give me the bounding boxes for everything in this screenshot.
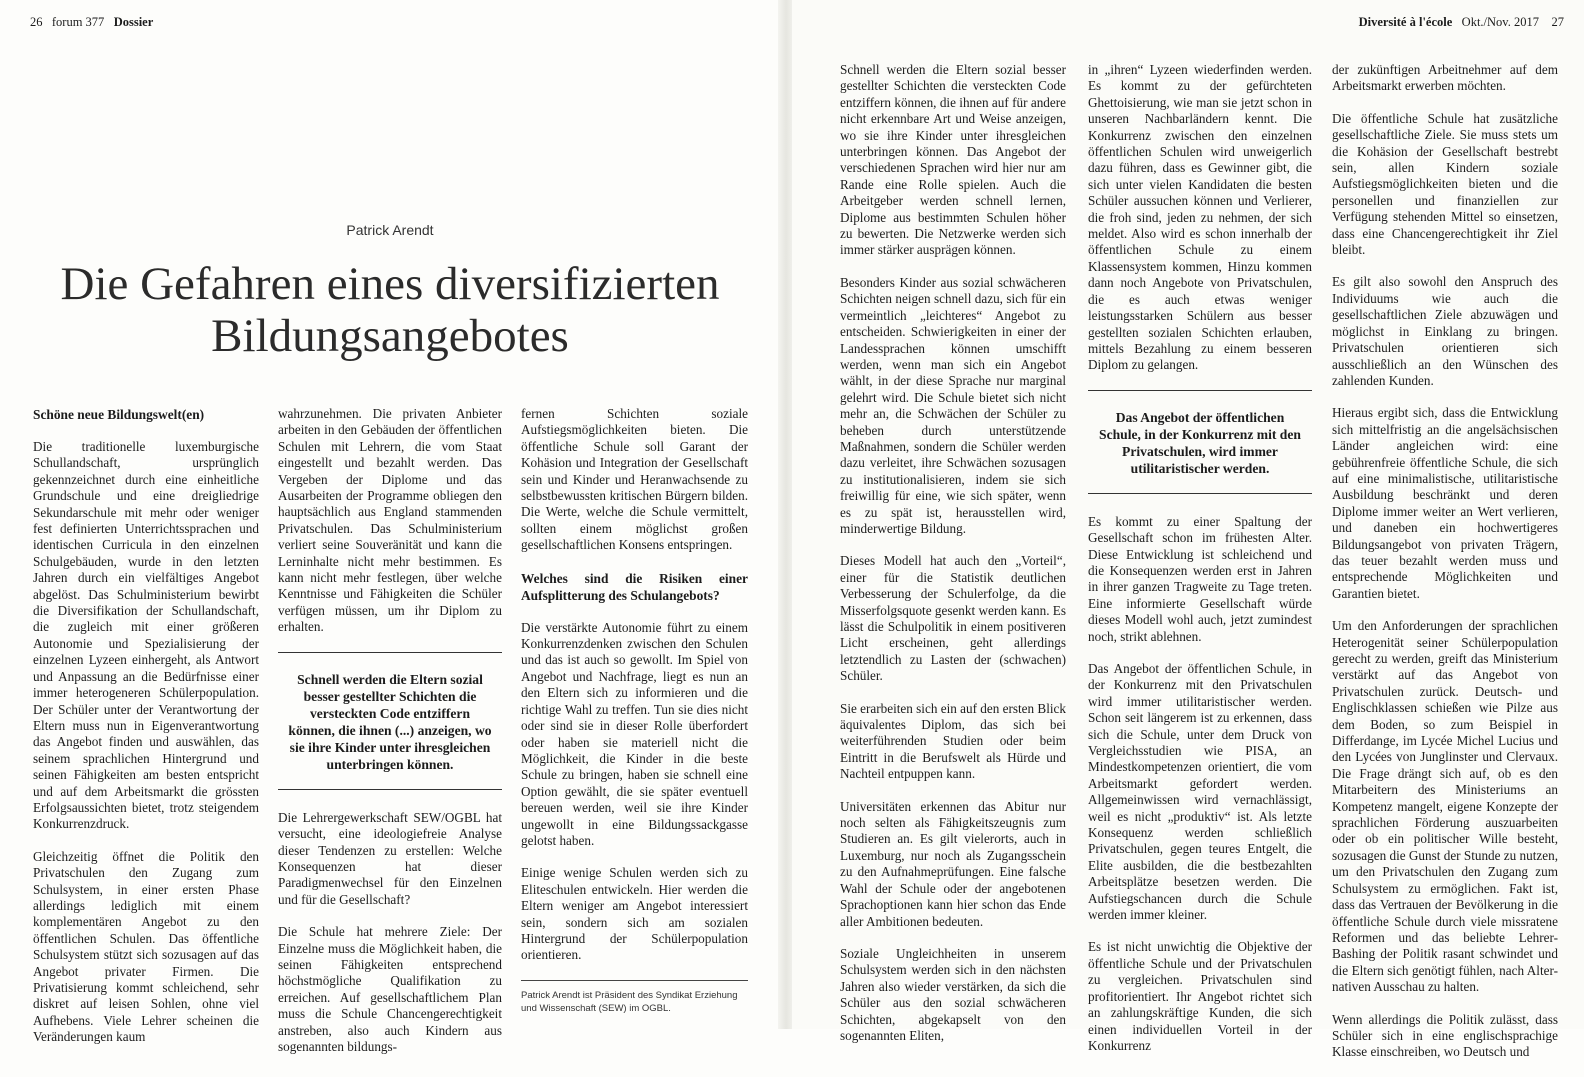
column-4 <box>840 62 1066 1060</box>
column-3 <box>521 406 748 1015</box>
issue-date: Okt./Nov. 2017 <box>1461 15 1539 29</box>
paragraph: wahrzunehmen. Die privaten Anbieter arbeiten in den Gebäuden der öffentlichen Schulen mit Lehrern, die vom Staat eingestellt und bezahlt werden. Das Vergeben der Diplome und das Ausarbeiten der Programme obliegen den hauptsächlich aus England stammenden Privatschulen. Das Schulministerium verliert seine Souveränität und kann die Lerninhalte nicht mehr bestimmen. Es kann nicht mehr festlegen, über welche Kenntnisse und Fähigkeiten die Schüler verfügen müssen, um ihr Diplom zu erhalten. <box>278 406 502 635</box>
paragraph: Um den Anforderungen der sprachlichen Heterogenität seiner Schülerpopulation gerecht zu werden, greift das Ministerium verstärkt auf das Angebot von Privatschulen zurück. Deutsch- und Englischklassen schießen wie Pilze aus dem Boden, so zum Beispiel in Differdange, im Lycée Michel Lucius und den Lycées von Junglinster und Clervaux. Die Frage drängt sich auf, ob es den Mitarbeitern des Ministeriums an Kompetenz mangelt, eigene Konzepte der sprachlichen Förderung auszuarbeiten oder ob ein politischer Wille besteht, sozusagen die Gunst der Stunde zu nutzen, um den Privatschulen den Zugang zum Schulsystem zu ermöglichen. Fakt ist, dass das Vertrauen der Bevölkerung in die öffentliche Schule durch viele missratene Reformen und das beliebte Lehrer-Bashing der Politik rasant schwindet und die Eltern sich genötigt fühlen, nach Alter-nativen Ausschau zu halten. <box>1332 618 1558 995</box>
paragraph: Universitäten erkennen das Abitur nur noch selten als Fähigkeitszeugnis zum Studieren an. Es gilt vielerorts, auch in Luxemburg, nur noch als Zugangsschein zu den Aufnahmeprüfungen. Eine falsche Wahl der Schule oder der angebotenen Sprachoptionen kann hier schon das Ende aller Ambitionen bedeuten. <box>840 798 1066 929</box>
column-2 <box>278 406 502 1071</box>
pull-quote: Das Angebot der öffentlichen Schule, in der Konkurrenz mit den Privatschulen, wird immer utilitaristischer werden. <box>1088 390 1312 494</box>
paragraph: Wenn allerdings die Politik zulässt, dass Schüler sich in eine englischsprachige Klasse einschreiben, wo Deutsch und <box>1332 1011 1558 1060</box>
column-1 <box>33 406 259 1062</box>
paragraph: fernen Schichten soziale Aufstiegsmöglichkeiten bieten. Die öffentliche Schule soll Garant der Kohäsion und Integration der Gesellschaft sein und Kinder und Heranwachsende zu selbstbewussten kritischen Bürgern bilden. Die Werte, welche die Schule vermittelt, sollten einem möglichst großen gesellschaftlichen Konsens entspringen. <box>521 406 748 553</box>
page-number-left: 26 <box>30 15 43 29</box>
paragraph: Schnell werden die Eltern sozial besser gestellter Schichten die versteckten Code entziffern können, die ihnen auf für andere nicht erkennbare Art und Weise anzeigen, wo sie ihre Kinder unter ihresgleichen unterbringen können. Das Angebot der verschiedenen Sprachen wird hier nur am Rande eine Rolle spielen. Auch die Arbeitgeber werden schnell lernen, Diplome aus bestimmten Schulen höher zu bewerten. Die Netzwerke werden sich immer stärker ausprägen können. <box>840 62 1066 258</box>
paragraph: Es kommt zu einer Spaltung der Gesellschaft schon im frühesten Alter. Diese Entwicklung ist schleichend und die Konsequenzen werden erst in Jahren in ihrer ganzen Tragweite zu Tage treten. Eine informierte Gesellschaft würde dieses Modell wohl auch, jetzt zumindest noch, strikt ablehnen. <box>1088 513 1312 644</box>
paragraph: Es ist nicht unwichtig die Objektive der öffentliche Schule und der Privatschulen zu vergleichen. Privatschulen sind profitorientiert. Ihr Angebot richtet sich an zahlungskräftige Kunden, die sich einen individuellen Vorteil in der Konkurrenz <box>1088 939 1312 1053</box>
paragraph: Es gilt also sowohl den Anspruch des Individuums wie auch die gesellschaftlichen Ziele abzuwägen und möglichst in Einklang zu bringen. Privatschulen orientieren sich ausschließlich an den Wünschen des zahlenden Kunden. <box>1332 274 1558 388</box>
paragraph: Die Schule hat mehrere Ziele: Der Einzelne muss die Möglichkeit haben, die seinen Fähigkeiten entsprechend höchstmögliche Qualifikation zu erreichen. Auf gesellschaftlichem Plan muss die Schule Chancengerechtigkeit anstreben, also auch Kindern aus sogenannten bildungs- <box>278 924 502 1054</box>
paragraph: Dieses Modell hat auch den „Vorteil“, einer für die Statistik deutlichen Verbesserung der Schulerfolge, da die Misserfolgsquote gesenkt werden kann. Es lässt die Schulpolitik in einem positiveren Licht erscheinen, geht allerdings letztendlich zu Lasten der (schwachen) Schüler. <box>840 553 1066 684</box>
paragraph: Gleichzeitig öffnet die Politik den Privatschulen den Zugang zum Schulsystem, in einer ersten Phase allerdings lediglich mit einem komplementären Angebot zu den öffentlichen Schulen. Das öffentliche Schulsystem stützt sich sozusagen auf das Angebot privater Firmen. Die Privatisierung kommt schleichend, sehr diskret auf leisen Sohlen, ohne viel Aufhebens. Viele Lehrer scheinen die Veränderungen kaum <box>33 848 259 1045</box>
title-line-2: Bildungsangebotes <box>211 310 569 362</box>
running-header-right <box>1359 15 1564 30</box>
section-name-left: Dossier <box>113 15 154 29</box>
title-line-1: Die Gefahren eines diversifizierten <box>60 258 720 310</box>
section-heading: Welches sind die Risiken einer Aufsplitterung des Schulangebots? <box>521 570 748 603</box>
paragraph: der zukünftigen Arbeitnehmer auf dem Arbeitsmarkt erwerben möchten. <box>1332 62 1558 94</box>
pull-quote: Schnell werden die Eltern sozial besser gestellter Schichten die versteckten Code entziffern können, die ihnen (...) anzeigen, wo sie ihre Kinder unter ihresgleichen unterbringen können. <box>278 652 502 790</box>
column-6 <box>1332 62 1558 1077</box>
paragraph: Die verstärkte Autonomie führt zu einem Konkurrenzdenken zwischen den Schulen und das ist auch so gewollt. Im Spiel von Angebot und Nachfrage, liegt es nun an den Eltern sich zu informieren und die richtige Wahl zu treffen. Tun sie dies nicht oder sind sie in dieser Rolle überfordert oder haben sie materiell nicht die Möglichkeit, die Kinder in die beste Schule zu bringen, haben sie schnell eine Option gewählt, die sie später eventuell bereuen werden, weil sie ihre Kinder ungewollt in eine Bildungssackgasse gelotst haben. <box>521 619 748 848</box>
section-name-right: Diversité à l'école <box>1358 15 1453 29</box>
author-bio: Patrick Arendt ist Präsident des Syndikat Erziehung und Wissenschaft (SEW) im OGBL. <box>521 980 748 1015</box>
paragraph: Sie erarbeiten sich ein auf den ersten Blick äquivalentes Diplom, das sich bei weiterführenden Studien oder beim Eintritt in die Berufswelt als Hürde und Nachteil entpuppen kann. <box>840 700 1066 782</box>
column-5 <box>1088 62 1312 1070</box>
paragraph: Einige wenige Schulen werden sich zu Eliteschulen entwickeln. Hier werden die Eltern weniger am Angebot interessiert sein, sondern sich am sozialen Hintergrund der Schülerpopulation orientieren. <box>521 865 748 963</box>
paragraph: Besonders Kinder aus sozial schwächeren Schichten neigen schnell dazu, sich für ein vermeintlich „leichteres“ Angebot zu entscheiden. Schwierigkeiten in einer der Landessprachen können umschifft werden, wenn man sich ein Angebot wählt, in der diese Sprache nur marginal gelehrt wird. Die Schule bietet sich nicht mehr an, die Schwächen der Schüler zu beheben durch unterstützende Maßnahmen, sondern die Schüler werden dazu verleitet, ihre Schwächen sozusagen zu institutionalisieren, indem sie sich freiwillig für eine, wie sich später, wenn es zu spät ist, herausstellen wird, minderwertige Bildung. <box>840 274 1066 536</box>
article-title <box>20 258 760 362</box>
paragraph: Die öffentliche Schule hat zusätzliche gesellschaftliche Ziele. Sie muss stets um die Kohäsion der Gesellschaft bestrebt sein, allen Kindern soziale Aufstiegsmöglichkeiten bieten und die personellen und finanziellen zur Verfügung stehenden Mittel so einsetzen, dass eine Chancengerechtigkeit ihr Ziel bleibt. <box>1332 110 1558 258</box>
paragraph: Das Angebot der öffentlichen Schule, in der Konkurrenz mit den Privatschulen wird immer utilitaristischer werden. Schon seit längerem ist zu erkennen, dass sich die Schule, unter dem Druck von Vergleichsstudien wie PISA, an Mindestkompetenzen orientiert, die vom Arbeitsmarkt gefordert werden. Allgemeinwissen wird vernachlässigt, weil es nicht „produktiv“ ist. Als letzte Konsequenz werden schließlich Privatschulen, gegen teures Entgelt, die Elite ausbilden, die die bestbezahlten Arbeitsplätze besetzen werden. Die Aufstiegschancen durch die Schule werden immer kleiner. <box>1088 660 1312 923</box>
page-number-right: 27 <box>1551 15 1564 29</box>
author-name: Patrick Arendt <box>346 222 434 238</box>
section-heading: Schöne neue Bildungswelt(en) <box>33 407 205 422</box>
paragraph: Soziale Ungleichheiten in unserem Schulsystem werden sich in den nächsten Jahren also wieder verstärken, da sich die Schüler aus den sozial schwächeren Schichten, abgekapselt von den sogenannten Eliten, <box>840 945 1066 1043</box>
running-header-left <box>30 15 153 30</box>
magazine-name: forum 377 <box>51 15 105 29</box>
left-page <box>0 0 780 1054</box>
paragraph: in „ihren“ Lyzeen wiederfinden werden. Es kommt zu der gefürchteten Ghettoisierung, wie man sie jetzt schon in unseren Nachbarländern kennt. Die Konkurrenz zwischen den einzelnen öffentlichen Schulen wird unweigerlich dazu führen, dass es Gewinner gibt, die sich unter vielen Kandidaten die besten Schüler aussuchen können und Verlierer, die froh sind, jeden zu nehmen, der sich meldet. Also wird es schon innerhalb der öffentlichen Schule zu einem Klassensystem kommen, Hinzu kommen dann noch Angebote von Privatschulen, die es auch etwas weniger leistungsstarken Schülern aus besser gestellten sozialen Schichten erlauben, mittels Bezahlung zu einem besseren Diplom zu gelangen. <box>1088 62 1312 373</box>
paragraph: Die traditionelle luxemburgische Schullandschaft, ursprünglich gekennzeichnet durch eine einheitliche Grundschule und eine dreigliedrige Sekundarschule mit mehr oder weniger fest definierten Unterrichtssprachen und identischen Curricula in den einzelnen Schulgebäuden, wurde in den letzten Jahren durch ein vielfältiges Angebot abgelöst. Das Schulministerium bewirbt die Diversifikation der Schullandschaft, die zugleich mit einer größeren Autonomie und Spezialisierung der einzelnen Lyzeen einhergeht, als Antwort und Anpassung an die Bedürfnisse einer immer heterogeneren Schülerpopulation. Der Schüler unter der Verantwortung der Eltern muss nun in Eigenverantwortung das Angebot finden und auswählen, das seinem sprachlichen Hintergrund und seinen Fähigkeiten am besten entspricht und auf dem Arbeitsmarkt die grössten Erfolgsaussichten bietet, trotz steigendem Konkurrenzdruck. <box>33 439 259 832</box>
paragraph: Hieraus ergibt sich, dass die Entwicklung sich mittelfristig an die angelsächsischen Länder angleichen wird: eine gebührenfreie öffentliche Schule, die sich auf eine minimalistische, utilitaristische Ausbildung beschränkt und deren Diplome immer weiter an Wert verlieren, und daneben ein hochwertigeres Bildungsangebot von privaten Trägern, das teuer bezahlt werden muss und entsprechende Möglichkeiten und Garantien bietet. <box>1332 405 1558 601</box>
paragraph: Die Lehrergewerkschaft SEW/OGBL hat versucht, eine ideologiefreie Analyse dieser Tendenzen zu erstellen: Welche Konsequenzen hat dieser Paradigmenwechsel für den Einzelnen und für die Gesellschaft? <box>278 809 502 907</box>
